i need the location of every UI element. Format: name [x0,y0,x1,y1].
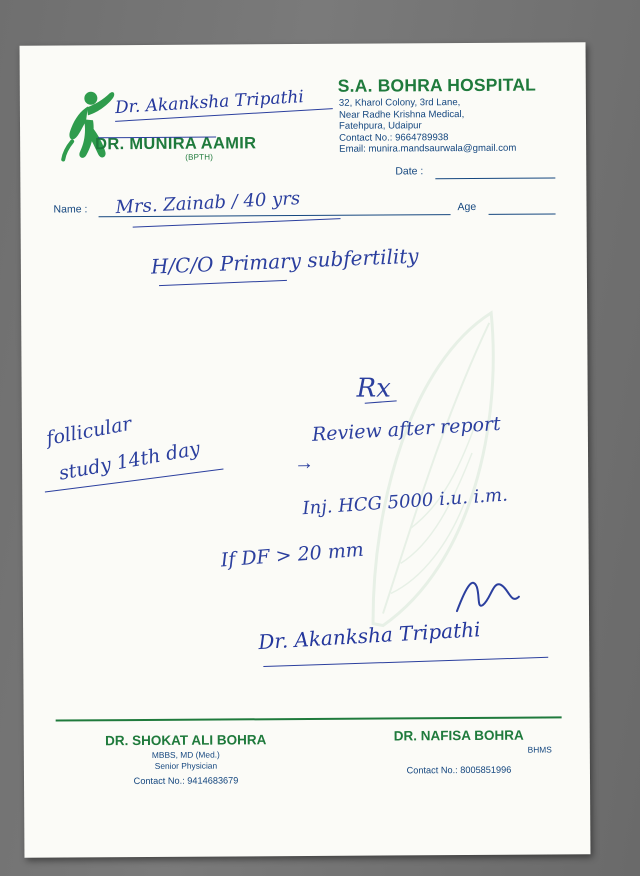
handwritten-note-2: study 14th day [57,437,202,485]
handwritten-plan-1: Review after report [311,412,502,446]
name-label: Name : [53,203,88,216]
handwritten-plan-3: If DF > 20 mm [220,538,365,572]
rx-symbol: Rx [356,373,391,404]
letterhead-doctor-name: DR. MUNIRA AAMIR [95,134,257,154]
signature-scribble-icon [453,575,523,615]
prescription-sheet [20,42,591,857]
date-label: Date : [395,165,424,178]
date-rule [435,177,555,179]
handwritten-complaint-underline [159,280,287,286]
footer-left-qualification [76,749,296,771]
handwritten-signature-underline [263,657,548,667]
footer-left-qual-line-1: MBBS, MD (Med.) [151,749,220,760]
handwritten-patient-underline [133,218,341,228]
handwritten-plan-2: Inj. HCG 5000 i.u. i.m. [301,484,509,520]
hospital-address [339,97,517,156]
footer-left-contact: Contact No.: 9414683679 [133,775,239,787]
footer-divider [56,716,562,721]
footer-left-qual-line-2: Senior Physician [154,760,218,771]
footer-left-doctor-name: DR. SHOKAT ALI BOHRA [105,732,267,749]
address-line-3: Fatehpura, Udaipur [338,120,422,132]
handwritten-note-underline [45,469,224,493]
handwritten-signature-name: Dr. Akanksha Tripathi [257,617,482,655]
handwritten-doctor-header: Dr. Akanksha Tripathi [114,87,305,119]
hospital-email: Email: munira.mandsaurwala@gmail.com [339,142,517,155]
arrow-icon: → [294,451,315,475]
address-line-2: Near Radhe Krishna Medical, [338,108,465,121]
footer-right-contact: Contact No.: 8005851996 [406,764,512,776]
age-label: Age [457,200,477,214]
handwritten-doctor-header-underline [115,108,333,122]
hospital-name: S.A. BOHRA HOSPITAL [337,74,537,96]
handwritten-complaint: H/C/O Primary subfertility [150,243,420,279]
address-line-1: 32, Kharol Colony, 3rd Lane, [338,97,461,109]
handwritten-note-1: follicular [44,412,134,450]
name-rule [99,214,451,217]
hospital-contact: Contact No.: 9664789938 [339,131,449,144]
age-rule [489,213,556,214]
handwritten-patient-name: Mrs. Zainab / 40 yrs [115,188,301,219]
letterhead-doctor-qualification: (BPTH) [185,152,214,162]
footer-right-doctor-name: DR. NAFISA BOHRA [393,727,524,744]
footer-right-qualification: BHMS [527,744,552,755]
